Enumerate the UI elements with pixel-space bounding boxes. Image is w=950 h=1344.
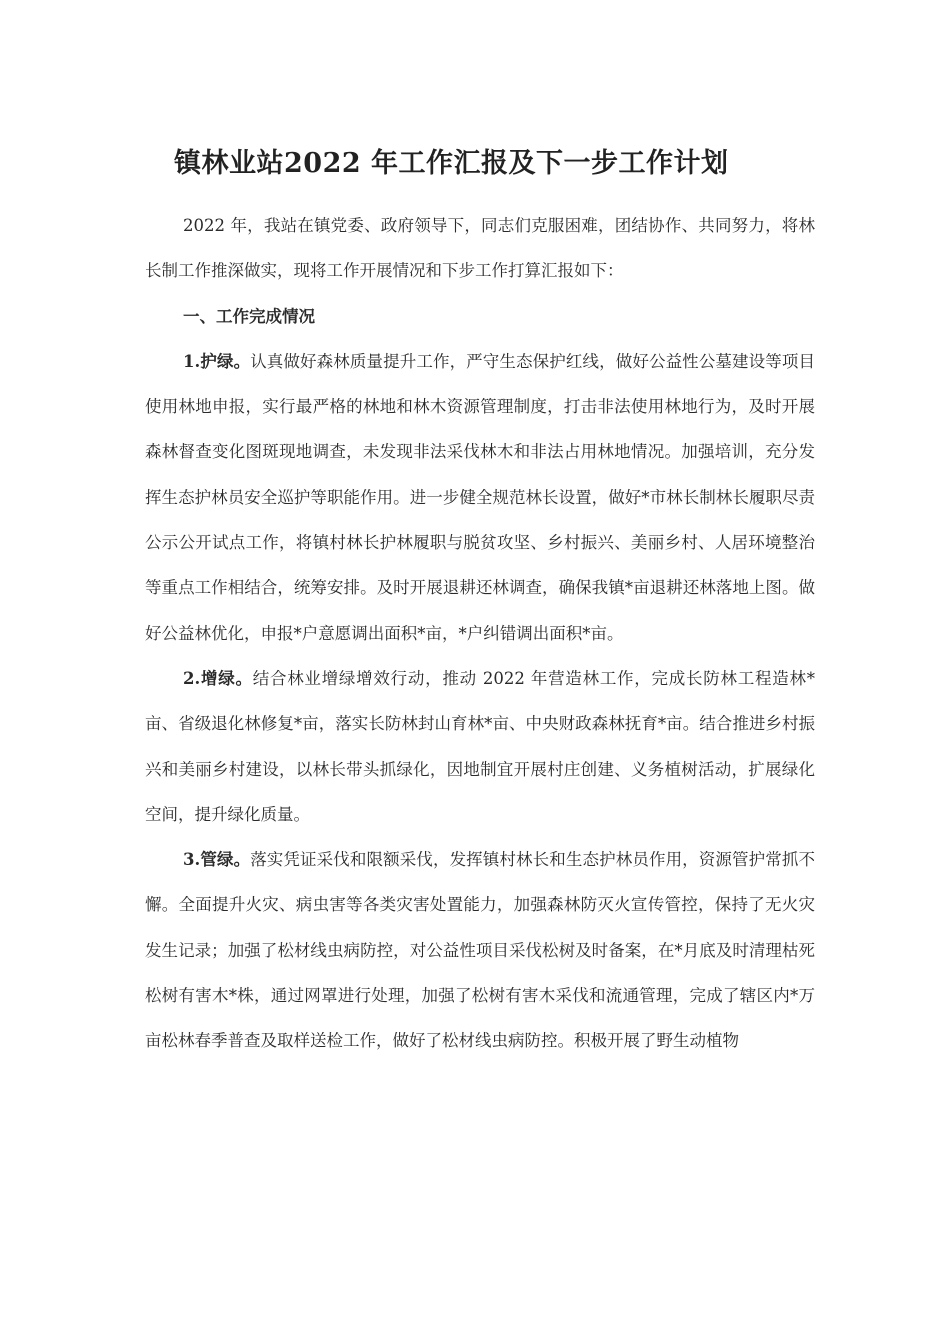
item-lead-1: 1.护绿。 (183, 351, 251, 371)
item-paragraph-3 (145, 837, 815, 1063)
item-lead-2: 2.增绿。 (183, 668, 253, 688)
item-text-1: 认真做好森林质量提升工作，严守生态保护红线，做好公益性公墓建设等项目使用林地申报，实行最严格的林地和林木资源管理制度，打击非法使用林地行为，及时开展森林督查变化图斑现地调查，未发现非法采伐林木和非法占用林地情况。加强培训，充分发挥生态护林员安全巡护等职能作用。进一步健全规范林长设置，做好*市林长制林长履职尽责公示公开试点工作，将镇村林长护林履职与脱贫攻坚、乡村振兴、美丽乡村、人居环境整治等重点工作相结合，统筹安排。及时开展退耕还林调查，确保我镇*亩退耕还林落地上图。做好公益林优化，申报*户意愿调出面积*亩，*户纠错调出面积*亩。 (145, 351, 815, 643)
document-title: 镇林业站2022 年工作汇报及下一步工作计划 (174, 148, 729, 179)
item-paragraph-1 (145, 339, 815, 656)
intro-paragraph: 2022 年，我站在镇党委、政府领导下，同志们克服困难，团结协作、共同努力，将林长制工作推深做实，现将工作开展情况和下步工作打算汇报如下： (145, 216, 815, 281)
document-body (145, 203, 815, 1064)
section-heading: 一、工作完成情况 (183, 306, 315, 326)
item-text-2: 结合林业增绿增效行动，推动 2022 年营造林工作，完成长防林工程造林*亩、省级退化林修复*亩，落实长防林封山育林*亩、中央财政森林抚育*亩。结合推进乡村振兴和美丽乡村建设，以林长带头抓绿化，因地制宜开展村庄创建、义务植树活动，扩展绿化空间，提升绿化质量。 (145, 668, 815, 824)
item-text-3: 落实凭证采伐和限额采伐，发挥镇村林长和生态护林员作用，资源管护常抓不懈。全面提升火灾、病虫害等各类灾害处置能力，加强森林防灭火宣传管控，保持了无火灾发生记录；加强了松材线虫病防控，对公益性项目采伐松树及时备案，在*月底及时清理枯死松树有害木*株，通过网罩进行处理，加强了松树有害木采伐和流通管理，完成了辖区内*万亩松林春季普查及取样送检工作，做好了松材线虫病防控。积极开展了野生动植物 (145, 850, 815, 1051)
item-paragraph-2 (145, 656, 815, 837)
item-lead-3: 3.管绿。 (183, 850, 251, 870)
